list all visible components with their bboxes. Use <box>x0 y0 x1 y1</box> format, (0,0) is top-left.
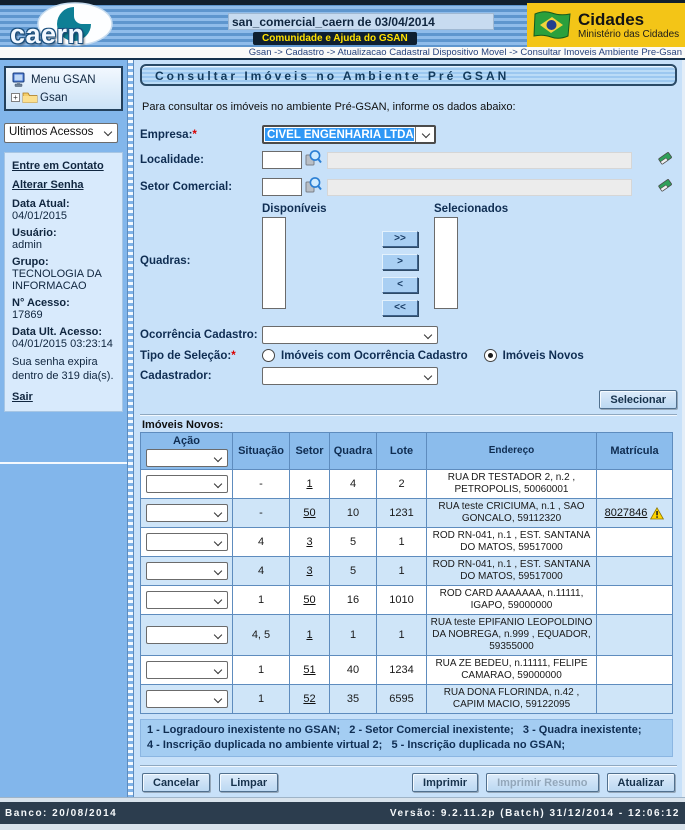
row-action-select[interactable] <box>146 626 228 644</box>
cell-situacao: 4 <box>233 528 290 556</box>
table-row <box>141 528 672 557</box>
menu-gsan-box <box>4 66 123 111</box>
cell-endereco: RUA teste EPIFANIO LEOPOLDINO DA NOBREGA, n.999 , EQUADOR, 59355000 <box>427 615 597 655</box>
menu-gsan-label[interactable]: Menu GSAN <box>31 74 96 86</box>
cell-quadra: 10 <box>330 499 377 527</box>
access-number-label: N° Acesso: <box>12 297 70 309</box>
setor-link[interactable]: 3 <box>306 565 313 577</box>
footer-bar <box>0 802 685 824</box>
divider <box>140 414 677 416</box>
cell-quadra: 5 <box>330 557 377 585</box>
folder-icon <box>22 91 38 104</box>
user-label: Usuário: <box>12 227 57 239</box>
ocorrencia-select[interactable] <box>262 326 438 344</box>
cell-quadra: 40 <box>330 656 377 684</box>
contact-link[interactable]: Entre em Contato <box>12 160 104 172</box>
header-setor: Setor <box>290 433 330 469</box>
table-row <box>141 557 672 586</box>
group-value: TECNOLOGIA DA INFORMACAO <box>12 268 102 292</box>
cell-situacao: 1 <box>233 685 290 713</box>
caern-logo <box>6 1 156 47</box>
cell-matricula <box>597 528 672 556</box>
table-header-row <box>141 433 672 470</box>
cell-endereco: RUA teste CRICIUMA, n.1 , SAO GONCALO, 59112320 <box>427 499 597 527</box>
setor-link[interactable]: 3 <box>306 536 313 548</box>
tipo-selecao-label: Tipo de Seleção:* <box>140 349 236 362</box>
current-date-value: 04/01/2015 <box>12 210 68 222</box>
brazil-flag-icon <box>532 9 572 41</box>
setor-link[interactable]: 1 <box>306 478 313 490</box>
logout-link[interactable]: Sair <box>12 390 33 403</box>
legend-line-2: 4 - Inscrição duplicada no ambiente virtual 2; 5 - Inscrição duplicada no GSAN; <box>147 738 566 751</box>
tree-expander-icon[interactable]: + <box>11 93 20 102</box>
cell-endereco: RUA DONA FLORINDA, n.42 , CAPIM MACIO, 59122095 <box>427 685 597 713</box>
cell-lote: 1 <box>377 557 427 585</box>
cell-matricula <box>597 656 672 684</box>
table-row <box>141 499 672 528</box>
move-right-button[interactable]: > <box>382 254 418 270</box>
group-label: Grupo: <box>12 256 49 268</box>
cell-quadra: 1 <box>330 615 377 655</box>
cell-situacao: - <box>233 499 290 527</box>
cell-situacao: 1 <box>233 656 290 684</box>
table-row <box>141 615 672 656</box>
empresa-label: Empresa:* <box>140 128 197 141</box>
chevron-down-icon <box>213 695 221 703</box>
matricula-link[interactable]: 8027846 <box>604 507 648 519</box>
ultimos-acessos-select[interactable]: Ultimos Acessos <box>4 123 118 143</box>
header-endereco: Endereço <box>427 433 597 469</box>
header-acao: Ação <box>173 435 200 447</box>
row-action-select[interactable] <box>146 562 228 580</box>
cell-quadra: 5 <box>330 528 377 556</box>
app-header <box>0 0 685 47</box>
limpar-button[interactable]: Limpar <box>219 773 278 792</box>
cell-matricula <box>597 557 672 585</box>
cidades-title: Cidades <box>578 9 645 29</box>
cell-quadra: 35 <box>330 685 377 713</box>
search-localidade-icon[interactable] <box>305 149 322 171</box>
cell-matricula <box>597 615 672 655</box>
cell-lote: 1234 <box>377 656 427 684</box>
tree-node-label[interactable]: Gsan <box>40 91 68 104</box>
imoveis-novos-section-title: Imóveis Novos: <box>142 419 224 431</box>
quadras-selecionados-listbox[interactable] <box>434 217 458 309</box>
setor-comercial-label: Setor Comercial: <box>140 181 233 193</box>
cell-endereco: ROD RN-041, n.1 , EST. SANTANA DO MATOS, 59517000 <box>427 528 597 556</box>
row-action-select[interactable] <box>146 661 228 679</box>
cell-quadra: 16 <box>330 586 377 614</box>
header-situacao: Situação <box>233 433 290 469</box>
header-lote: Lote <box>377 433 427 469</box>
cell-endereco: ROD CARD AAAAAAA, n.11111, IGAPO, 59000000 <box>427 586 597 614</box>
chevron-down-icon <box>104 128 112 136</box>
radio-imoveis-ocorrencia-label[interactable]: Imóveis com Ocorrência Cadastro <box>281 349 468 362</box>
table-row <box>141 586 672 615</box>
empresa-select[interactable] <box>262 125 436 144</box>
cell-situacao: 4 <box>233 557 290 585</box>
radio-imoveis-ocorrencia[interactable] <box>262 349 275 362</box>
cell-lote: 1 <box>377 615 427 655</box>
divider <box>140 765 677 767</box>
required-marker: * <box>192 128 197 141</box>
setor-link[interactable]: 52 <box>303 693 316 705</box>
user-value: admin <box>12 239 42 251</box>
move-all-left-button[interactable]: << <box>382 300 418 316</box>
row-action-select[interactable] <box>146 533 228 551</box>
cidades-logo <box>527 3 685 47</box>
cidades-subtitle: Ministério das Cidades <box>578 28 680 40</box>
cell-lote: 1 <box>377 528 427 556</box>
last-access-value: 04/01/2015 03:23:14 <box>12 338 113 350</box>
row-action-select[interactable] <box>146 591 228 609</box>
footer-banco: Banco: 20/08/2014 <box>5 807 118 819</box>
table-row <box>141 470 672 499</box>
selecionar-button[interactable]: Selecionar <box>599 390 677 409</box>
access-number-value: 17869 <box>12 309 43 321</box>
password-expiry-text: Sua senha expira dentro de 319 dia(s). <box>12 356 114 382</box>
cell-situacao: 4, 5 <box>233 615 290 655</box>
environment-title-box: san_comercial_caern de 03/04/2014 <box>228 13 494 30</box>
legend-box <box>140 719 673 757</box>
warning-icon <box>650 507 664 520</box>
row-action-select[interactable] <box>146 690 228 708</box>
legend-line-1: 1 - Logradouro inexistente no GSAN; 2 - Setor Comercial inexistente; 3 - Quadra inexistente; <box>147 724 642 736</box>
footer-versao: Versão: 9.2.11.2p (Batch) 31/12/2014 - 12:06:12 <box>389 807 680 819</box>
imprimir-resumo-button[interactable]: Imprimir Resumo <box>486 773 598 792</box>
cadastrador-select[interactable] <box>262 367 438 385</box>
cell-matricula <box>597 499 672 527</box>
sidebar-divider <box>0 414 127 464</box>
tree-node-gsan[interactable] <box>11 91 118 104</box>
chevron-down-icon <box>213 666 221 674</box>
atualizar-button[interactable]: Atualizar <box>607 773 675 792</box>
setor-comercial-readonly-field <box>327 179 632 196</box>
change-password-link[interactable]: Alterar Senha <box>12 179 84 191</box>
setor-link[interactable]: 51 <box>303 664 316 676</box>
instructions-text: Para consultar os imóveis no ambiente Pré-GSAN, informe os dados abaixo: <box>142 101 516 113</box>
row-action-select[interactable] <box>146 504 228 522</box>
quadras-disponiveis-listbox[interactable] <box>262 217 286 309</box>
search-setor-icon[interactable] <box>305 176 322 198</box>
setor-comercial-input[interactable] <box>262 178 302 196</box>
cadastrador-label: Cadastrador: <box>140 370 212 382</box>
cell-endereco: RUA ZE BEDEU, n.11111, FELIPE CAMARAO, 59000000 <box>427 656 597 684</box>
selecionados-label: Selecionados <box>434 203 509 215</box>
imprimir-button[interactable]: Imprimir <box>412 773 478 792</box>
cell-matricula <box>597 470 672 498</box>
frame-divider <box>127 60 134 797</box>
breadcrumb: Gsan -> Cadastro -> Atualizacao Cadastral Dispositivo Movel -> Consultar Imoveis Ambiente Pre-Gsan <box>0 47 685 60</box>
row-action-select[interactable] <box>146 475 228 493</box>
community-help-link[interactable]: Comunidade e Ajuda do GSAN <box>253 32 417 45</box>
cell-situacao: - <box>233 470 290 498</box>
cancelar-button[interactable]: Cancelar <box>142 773 210 792</box>
cell-lote: 1231 <box>377 499 427 527</box>
chevron-down-icon <box>213 538 221 546</box>
quadras-label: Quadras: <box>140 255 191 267</box>
header-quadra: Quadra <box>330 433 377 469</box>
cell-lote: 2 <box>377 470 427 498</box>
computer-icon <box>11 72 26 88</box>
bulk-action-select[interactable] <box>146 449 228 467</box>
table-row <box>141 656 672 685</box>
user-info-panel <box>4 152 123 412</box>
setor-link[interactable]: 50 <box>303 594 316 606</box>
chevron-down-icon <box>213 509 221 517</box>
chevron-down-icon <box>213 567 221 575</box>
header-matricula: Matrícula <box>610 445 659 457</box>
chevron-down-icon <box>424 331 432 339</box>
main-panel <box>134 60 685 797</box>
cell-situacao: 1 <box>233 586 290 614</box>
localidade-label: Localidade: <box>140 154 204 166</box>
sidebar <box>0 60 127 797</box>
chevron-down-icon <box>213 454 221 462</box>
caern-wordmark: caern <box>10 19 85 49</box>
page-title: Consultar Imóveis no Ambiente Pré GSAN <box>140 64 677 86</box>
cell-matricula <box>597 586 672 614</box>
cell-quadra: 4 <box>330 470 377 498</box>
imoveis-table <box>140 432 673 714</box>
current-date-label: Data Atual: <box>12 198 70 210</box>
ocorrencia-label: Ocorrência Cadastro: <box>140 329 258 341</box>
localidade-input[interactable] <box>262 151 302 169</box>
cell-matricula <box>597 685 672 713</box>
radio-imoveis-novos[interactable] <box>484 349 497 362</box>
setor-link[interactable]: 50 <box>303 507 316 519</box>
move-all-right-button[interactable]: >> <box>382 231 418 247</box>
chevron-down-icon <box>213 596 221 604</box>
chevron-down-icon <box>213 631 221 639</box>
chevron-down-icon <box>424 372 432 380</box>
localidade-readonly-field <box>327 152 632 169</box>
cell-lote: 6595 <box>377 685 427 713</box>
move-left-button[interactable]: < <box>382 277 418 293</box>
cell-endereco: ROD RN-041, n.1 , EST. SANTANA DO MATOS, 59517000 <box>427 557 597 585</box>
disponiveis-label: Disponíveis <box>262 203 327 215</box>
cell-endereco: RUA DR TESTADOR 2, n.2 , PETROPOLIS, 50060001 <box>427 470 597 498</box>
radio-imoveis-novos-label[interactable]: Imóveis Novos <box>502 349 584 362</box>
table-row <box>141 685 672 714</box>
chevron-down-icon <box>213 480 221 488</box>
post-footer-strip <box>0 824 685 830</box>
clear-localidade-icon[interactable] <box>658 150 673 171</box>
clear-setor-icon[interactable] <box>658 177 673 198</box>
cell-lote: 1010 <box>377 586 427 614</box>
empresa-selected-value: CIVEL ENGENHARIA LTDA <box>267 129 414 141</box>
last-access-label: Data Ult. Acesso: <box>12 326 103 338</box>
setor-link[interactable]: 1 <box>306 629 313 641</box>
